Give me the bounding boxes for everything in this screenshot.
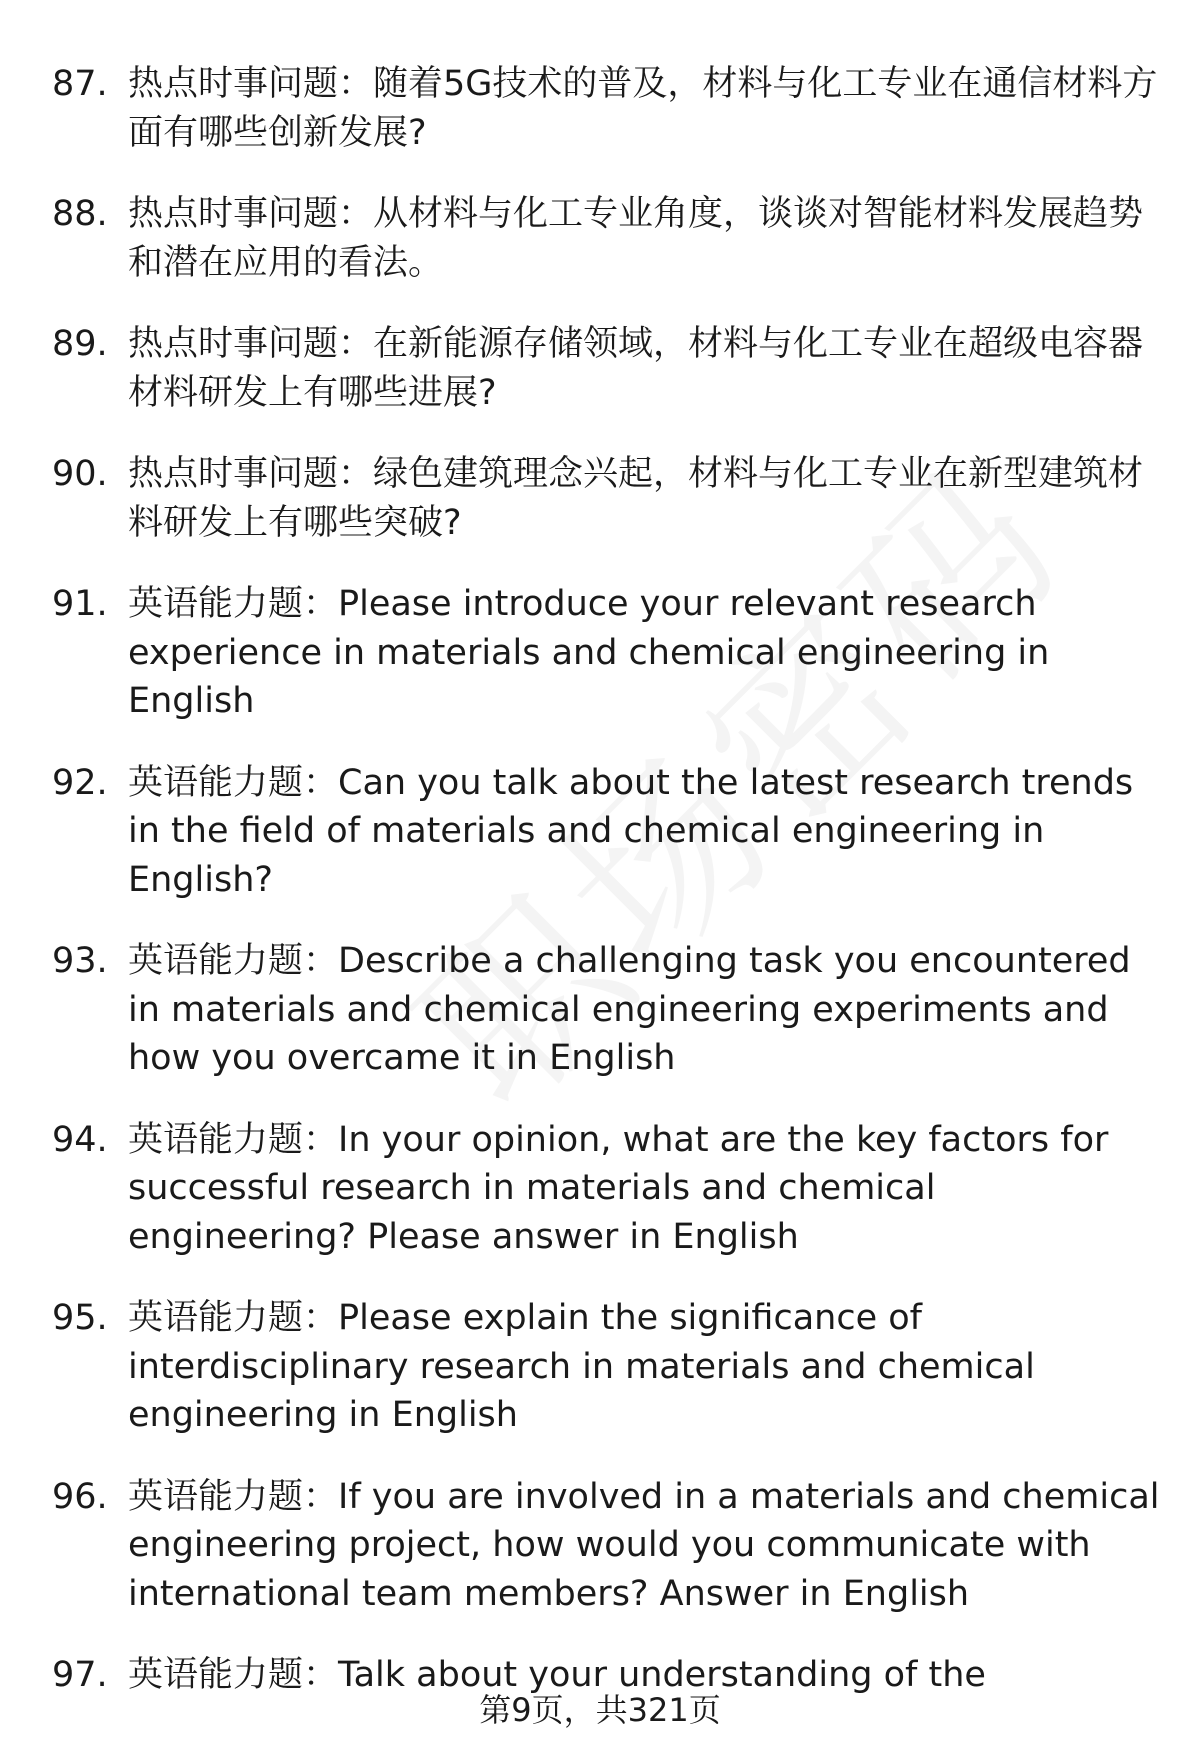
question-text: 热点时事问题：随着5G技术的普及，材料与化工专业在通信材料方面有哪些创新发展?: [128, 64, 1158, 153]
question-number: 90.: [52, 454, 108, 494]
question-text: 热点时事问题：绿色建筑理念兴起，材料与化工专业在新型建筑材料研发上有哪些突破?: [128, 454, 1144, 543]
question-number: 87.: [52, 64, 108, 104]
question-item: [52, 1294, 1162, 1440]
question-number: 92.: [52, 762, 108, 803]
question-number: 89.: [52, 324, 108, 364]
question-item: [52, 937, 1162, 1083]
question-number: 91.: [52, 584, 108, 624]
question-item: [52, 320, 1162, 417]
page-footer: 第9页，共321页: [479, 1691, 721, 1729]
question-text: 英语能力题：If you are involved in a materials and chemical engineering project, how would you communicate with international team members? Answer in English: [128, 1476, 1160, 1614]
question-item: [52, 190, 1162, 287]
question-number: 94.: [52, 1119, 108, 1160]
question-number: 88.: [52, 194, 108, 234]
question-text: 热点时事问题：在新能源存储领域，材料与化工专业在超级电容器材料研发上有哪些进展?: [128, 324, 1144, 413]
question-text: 英语能力题：In your opinion, what are the key factors for successful research in materials and chemical engineering? Please answer in English: [128, 1119, 1109, 1257]
question-text: 英语能力题：Describe a challenging task you encountered in materials and chemical engineering experiments and how you overcame it in English: [128, 941, 1131, 1078]
question-number: 96.: [52, 1476, 108, 1517]
question-number: 95.: [52, 1298, 108, 1338]
question-item: [52, 1473, 1162, 1619]
question-item: [52, 60, 1162, 157]
question-text: 热点时事问题：从材料与化工专业角度，谈谈对智能材料发展趋势和潜在应用的看法。: [128, 194, 1144, 283]
question-text: 英语能力题：Please explain the significance of interdisciplinary research in materials and chemical engineering in English: [128, 1298, 1035, 1435]
question-text: 英语能力题：Can you talk about the latest research trends in the field of materials and chemical engineering in English?: [128, 762, 1134, 900]
question-number: 97.: [52, 1655, 108, 1695]
question-item: [52, 759, 1162, 905]
question-item: [52, 450, 1162, 547]
question-item: [52, 580, 1162, 726]
question-text: 英语能力题：Please introduce your relevant research experience in materials and chemical engineering in English: [128, 584, 1050, 721]
question-number: 93.: [52, 941, 108, 981]
question-item: [52, 1116, 1162, 1262]
question-list: [52, 60, 1162, 1733]
question-text: 英语能力题：Talk about your understanding of the: [128, 1655, 986, 1695]
